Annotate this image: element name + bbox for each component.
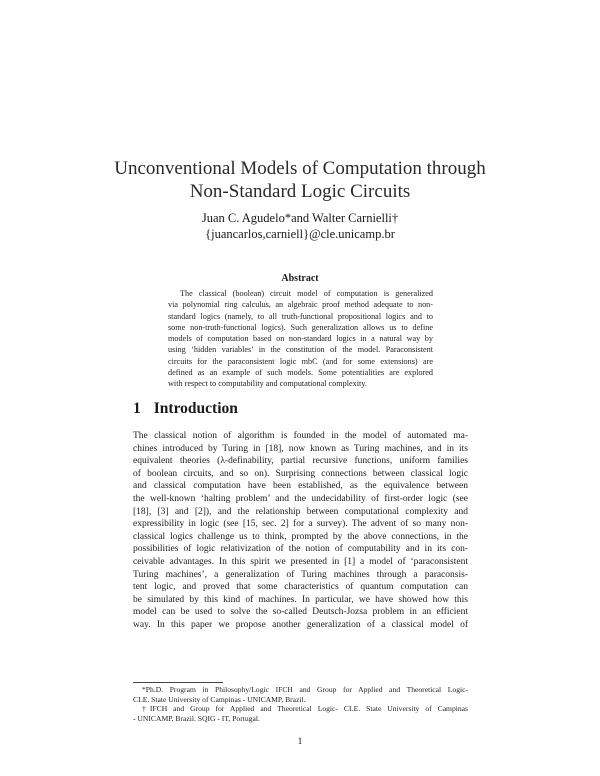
body-line: expressibility in logic (see [15, sec. 2] for a survey). The advent of so many non- [133,519,468,530]
abstract-heading: Abstract [281,273,319,284]
body-line: of boolean circuits, and so on). Surprising connections between classical logic [133,468,468,479]
section-title: Introduction [153,400,238,417]
body-line: possibilities of logic relativization of the notion of computability and in its con- [133,544,468,555]
paper-title [100,157,500,203]
body-line: classical logics challenge us to think, prompted by the above connections, in the [133,531,468,542]
section-number: 1 [133,400,141,417]
footnotes [133,685,468,724]
abstract-line: circuits for the paraconsistent logic mbC (and for some extensions) are [168,356,433,366]
footnote-line: - UNICAMP, Brazil. SQIG - IT, Portugal. [133,714,260,724]
authors-line: Juan C. Agudelo*and Walter Carnielli† [201,211,399,225]
abstract-line: using ‘hidden variables’ in the constitution of the model. Paraconsistent [168,345,433,355]
footnote-line: CLE. State University of Campinas - UNICAMP, Brazil. [133,694,306,704]
abstract-line: with respect to computability and computational complexity. [168,379,367,389]
page-number: 1 [297,737,303,747]
title-line-1: Unconventional Models of Computation through [114,158,486,179]
body-line: ceivable advantages. In this spirit we presented in [1] a model of ‘paraconsistent [133,556,468,567]
body-line: equivalent theories (λ-definability, partial recursive functions, uniform families [133,456,468,467]
abstract-line: defined as an example of such models. Some potentialities are explored [168,368,433,378]
body-line: The classical notion of algorithm is founded in the model of automated ma- [133,431,468,441]
abstract-line: some non-truth-functional logics). Such generalization allows us to define [168,322,433,332]
body-line: Turing machines’, a generalization of Turing machines through a paraconsis- [133,569,468,580]
abstract-text [168,288,433,390]
body-line: [18], [3] and [2]), and the relationship between computational complexity and [133,506,468,517]
abstract-line: via polynomial ring calculus, an algebraic proof method adequate to non- [168,300,433,310]
abstract-line: models of computation based on non-standard logics in a natural way by [168,334,433,344]
abstract-line: standard logics (namely, to all truth-functional propositional logics and to [168,311,433,321]
body-paragraph [133,430,468,632]
body-line: way. In this paper we propose another generalization of a classical model of [133,619,468,630]
body-line: the well-known ‘halting problem’ and the undecidability of first-order logic (see [133,493,468,504]
footnote-divider [133,682,223,683]
section-heading [133,400,238,418]
body-line: model can be used to solve the so-called Deutsch-Jozsa problem in an efficient [133,607,468,618]
body-line: and classical computation have been established, as the equivalence between [133,481,468,492]
author-block [100,210,500,242]
title-line-2: Non-Standard Logic Circuits [189,181,411,202]
abstract-line: The classical (boolean) circuit model of computation is generalized [180,289,433,298]
footnote-line: *Ph.D. Program in Philosophy/Logic IFCH and Group for Applied and Theoretical Logic- [142,685,468,694]
emails-line: {juancarlos,carniell}@cle.unicamp.br [205,227,395,241]
body-line: chines introduced by Turing in [18], now known as Turing machines, and in its [133,443,468,454]
body-line: be simulated by this kind of machines. In particular, we have showed how this [133,594,468,605]
body-line: tent logic, and proved that some characteristics of quantum computation can [133,582,468,593]
footnote-line: †IFCH and Group for Applied and Theoretical Logic- CLE. State University of Campinas [142,704,468,714]
